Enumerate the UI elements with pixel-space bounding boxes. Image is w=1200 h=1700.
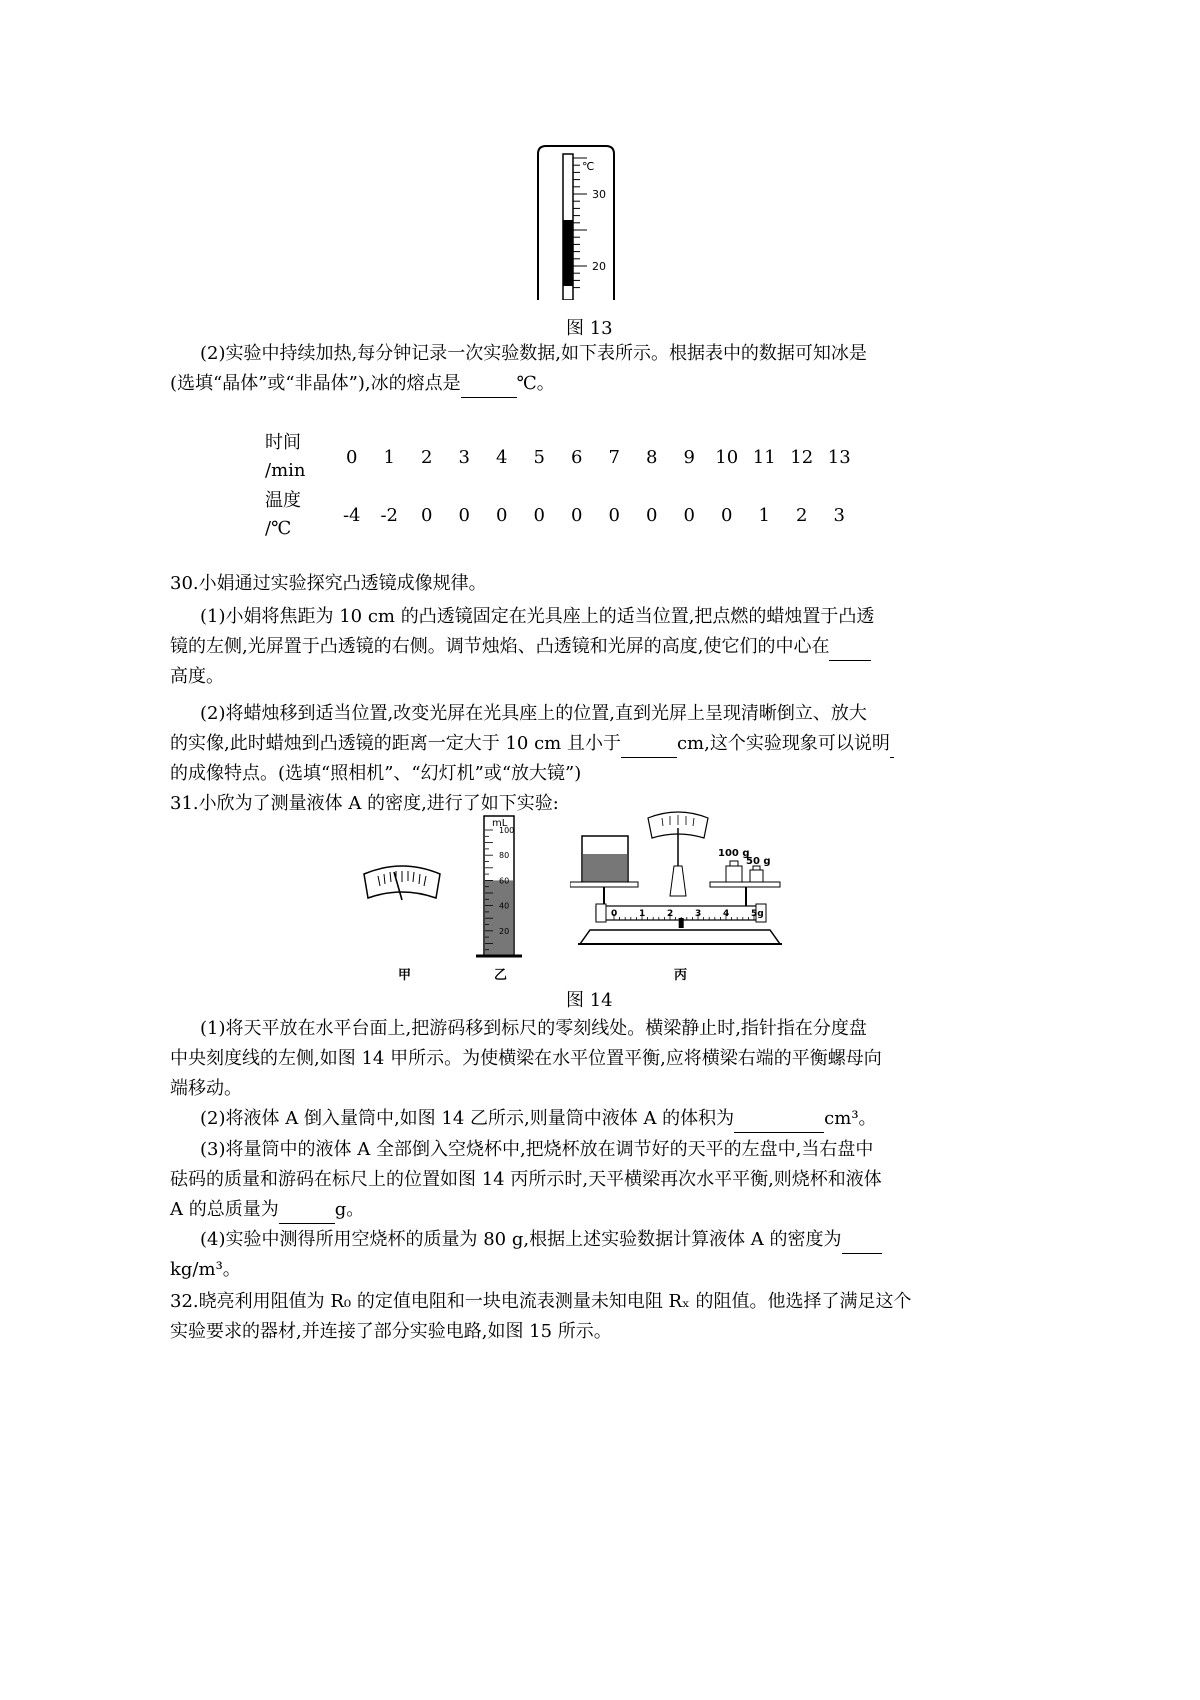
beaker-liquid [583,854,627,882]
q29-2-line2 [170,370,555,398]
answer-blank[interactable] [279,1203,335,1224]
q30-p1-line3: 高度。 [170,666,224,687]
q31-p3-text-b: g。 [334,1199,365,1220]
temperature-header-label: 温度 [265,490,301,511]
answer-blank[interactable] [621,737,677,758]
weight-100g [726,866,742,882]
table-cell: 2 [796,504,808,526]
ruler-tick-label: 4 [723,909,730,919]
cylinder-tick-label: 20 [499,926,510,936]
q31-p3-text-a: A 的总质量为 [170,1199,279,1220]
table-cell: 6 [571,446,583,468]
answer-blank[interactable] [461,377,517,398]
time-row [255,428,858,486]
table-cell: 3 [458,446,470,468]
weight-50g-label: 50 g [746,856,771,867]
q31-p3-line2: 砝码的质量和游码在标尺上的位置如图 14 丙所示时,天平横梁再次水平平衡,则烧杯和液体 [170,1169,882,1190]
q31-p4-text: (4)实验中测得所用空烧杯的质量为 80 g,根据上述实验数据计算液体 A 的密度为 [200,1229,842,1250]
answer-blank[interactable] [829,640,871,661]
q31-p2-text-a: (2)将液体 A 倒入量筒中,如图 14 乙所示,则量筒中液体 A 的体积为 [200,1108,735,1129]
weight-100g-label: 100 g [718,848,750,859]
table-cell: 3 [833,504,845,526]
table-cell: 10 [715,446,739,468]
table-cell: 8 [646,446,658,468]
ruler-tick-label: 3 [695,909,702,919]
q29-2-text-b: ℃。 [516,373,555,394]
table-cell: 5 [533,446,545,468]
table-cell: 1 [758,504,770,526]
table-cell: 0 [646,504,658,526]
label-jia: 甲 [398,968,412,983]
figure13-caption: 图 13 [566,318,613,339]
balance-base [580,930,780,944]
table-cell: 0 [533,504,545,526]
table-cell: 0 [496,504,508,526]
label-yi: 乙 [494,968,508,983]
q31-p4-line1 [200,1226,882,1254]
q32-line2: 实验要求的器材,并连接了部分实验电路,如图 15 所示。 [170,1321,612,1342]
q30-p1-line2 [170,633,871,661]
thermometer-tick-30: 30 [592,188,606,201]
temperature-header [255,486,333,544]
table-cell: 12 [790,446,814,468]
q32-line1: 32.晓亮利用阻值为 R₀ 的定值电阻和一块电流表测量未知电阻 Rₓ 的阻值。他选择了满足这个 [170,1291,912,1312]
time-header [255,428,333,486]
table-cell: 0 [608,504,620,526]
q30-p2-line2 [170,730,894,758]
answer-blank[interactable] [842,1233,882,1254]
table-cell: 11 [752,446,776,468]
q30-p1-line1: (1)小娟将焦距为 10 cm 的凸透镜固定在光具座上的适当位置,把点燃的蜡烛置于凸透 [200,606,875,627]
thermometer-scale [573,158,587,288]
q30-p2-text-a: 的实像,此时蜡烛到凸透镜的距离一定大于 10 cm 且小于 [170,733,621,754]
thermometer-tick-20: 20 [592,260,606,273]
table-cell: 0 [421,504,433,526]
q31-p1-line3: 端移动。 [170,1078,242,1099]
thermometer-unit: ℃ [582,160,595,173]
table-cell: 0 [458,504,470,526]
answer-blank[interactable] [734,1112,824,1133]
q31-p3-line3 [170,1196,364,1224]
table-cell: -2 [380,504,399,526]
cylinder-unit: mL [492,818,508,829]
right-pan [710,882,780,887]
table-cell: 13 [827,446,851,468]
ruler-tick-label: 5g [751,909,764,919]
table-cell: 4 [496,446,508,468]
cylinder-tick-label: 60 [499,876,510,886]
cylinder-tick-label: 100 [499,826,515,835]
q30-title: 30.小娟通过实验探究凸透镜成像规律。 [170,573,487,594]
temperature-header-unit: /℃ [265,518,292,539]
left-pan [570,882,638,887]
q31-p3-line1: (3)将量筒中的液体 A 全部倒入空烧杯中,把烧杯放在调节好的天平的左盘中,当右盘中 [200,1139,874,1160]
q30-p2-line3: 的成像特点。(选填“照相机”、“幻灯机”或“放大镜”) [170,763,582,784]
q30-p1-text: 镜的左侧,光屏置于凸透镜的右侧。调节烛焰、凸透镜和光屏的高度,使它们的中心在 [170,636,830,657]
table-cell: 0 [571,504,583,526]
answer-blank[interactable] [890,737,894,758]
q31-title: 31.小欣为了测量液体 A 的密度,进行了如下实验: [170,793,559,814]
balance-pillar [670,866,686,896]
q29-2-text-a: (选填“晶体”或“非晶体”),冰的熔点是 [170,373,461,394]
balance-dial-figure [360,860,444,908]
table-cell: 0 [683,504,695,526]
q31-p1-line2: 中央刻度线的左侧,如图 14 甲所示。为使横梁在水平位置平衡,应将横梁右端的平衡螺母向 [170,1048,882,1069]
table-cell: 2 [421,446,433,468]
table-cell: 0 [346,446,358,468]
q30-p2-line1: (2)将蜡烛移到适当位置,改变光屏在光具座上的位置,直到光屏上呈现清晰倒立、放大 [200,703,867,724]
q31-p4-line2: kg/m³。 [170,1259,241,1280]
melting-data-table [255,428,858,544]
balance-rider [679,918,684,928]
thermometer-figure [530,140,620,300]
ruler-tick-label: 1 [639,909,646,919]
q31-p2-text-b: cm³。 [824,1108,877,1129]
figure14-caption: 图 14 [566,990,613,1011]
cylinder-tick-label: 40 [499,901,510,911]
cylinder-tick-label: 80 [499,851,510,861]
weight-100g-knob [730,861,738,866]
ruler-tick-label: 0 [611,909,618,919]
cylinder-figure [470,808,530,958]
q31-p1-line1: (1)将天平放在水平台面上,把游码移到标尺的零刻线处。横梁静止时,指针指在分度盘 [200,1018,867,1039]
left-nut [596,904,606,922]
time-header-label: 时间 [265,432,301,453]
beam [596,906,764,920]
table-cell: 1 [383,446,395,468]
q31-p2 [200,1105,877,1133]
weight-50g [750,870,763,882]
temperature-row [255,486,858,544]
balance-figure [570,806,790,956]
time-header-unit: /min [265,460,306,481]
label-bing: 丙 [674,968,688,983]
q29-2-line1: (2)实验中持续加热,每分钟记录一次实验数据,如下表所示。根据表中的数据可知冰是 [200,343,867,364]
q30-p2-text-b: cm,这个实验现象可以说明 [676,733,890,754]
thermometer-liquid [563,220,573,286]
table-cell: -4 [342,504,361,526]
ruler-tick-label: 2 [667,909,674,919]
table-cell: 9 [683,446,695,468]
table-cell: 7 [608,446,620,468]
table-cell: 0 [721,504,733,526]
